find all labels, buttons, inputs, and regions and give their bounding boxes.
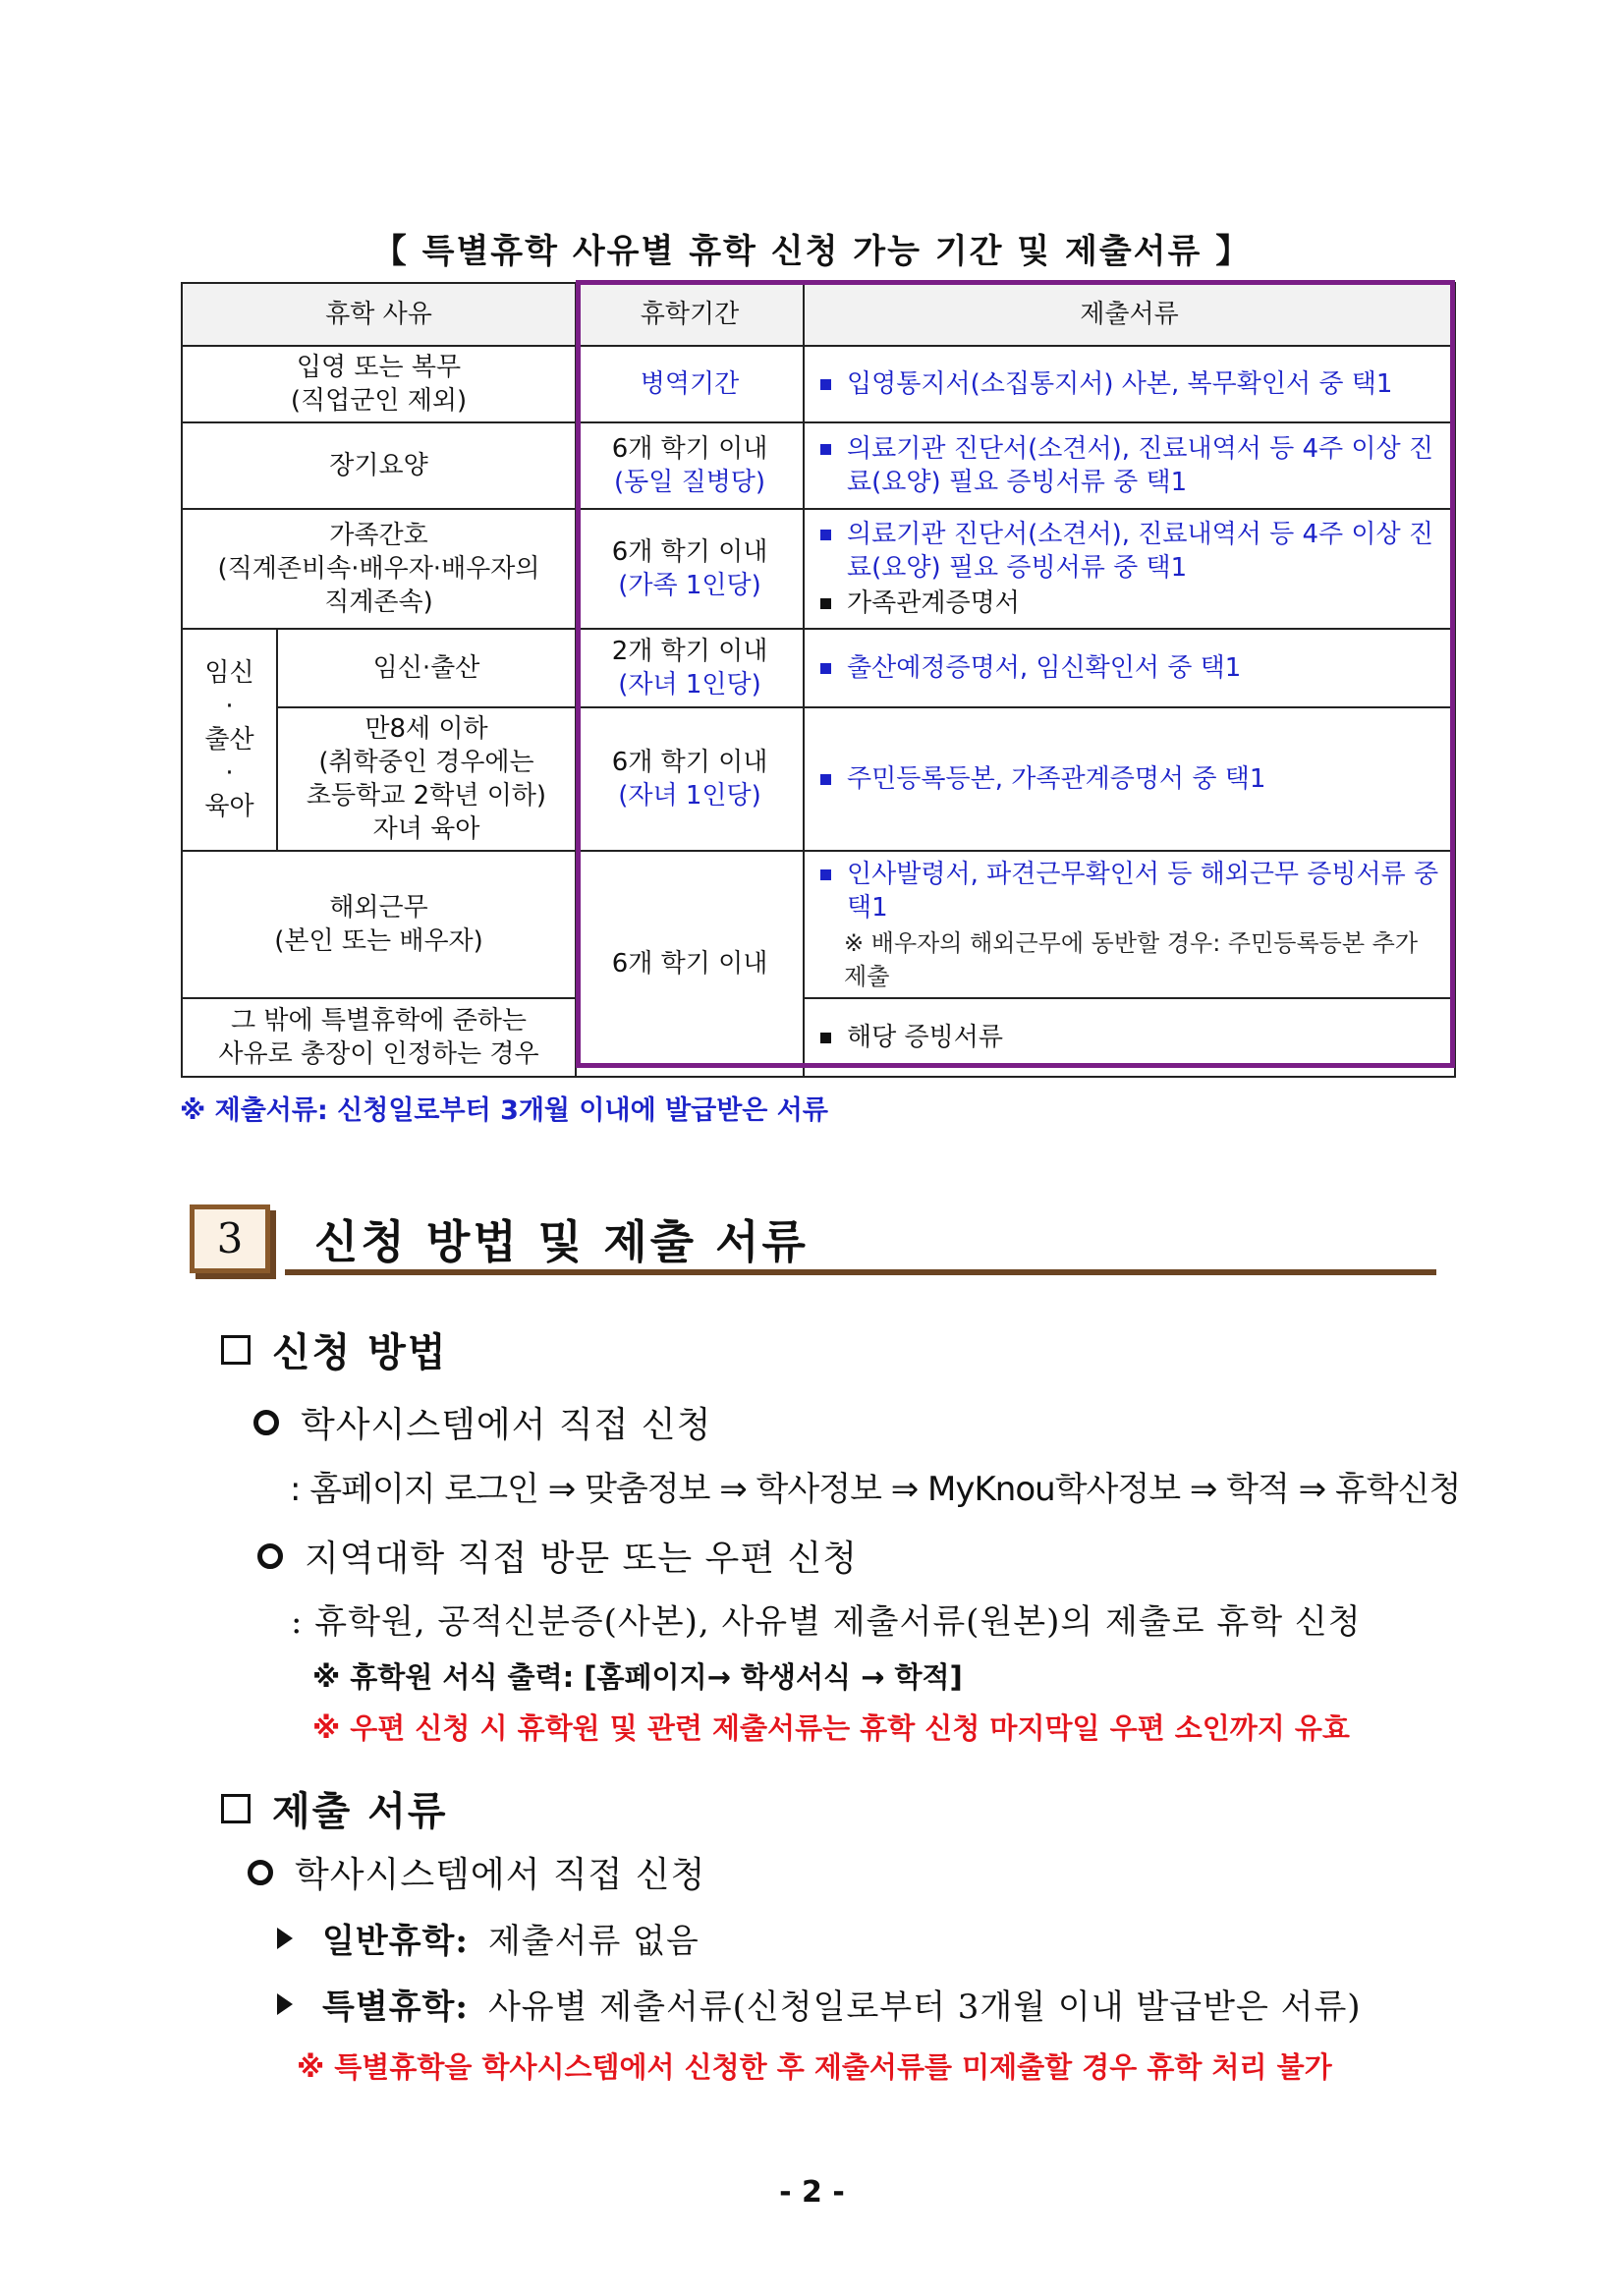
square-box-icon: [221, 1794, 251, 1823]
period-cell: 6개 학기 이내 (가족 1인당): [576, 509, 804, 629]
header-period: 휴학기간: [576, 283, 804, 346]
online-method-heading: 학사시스템에서 직접 신청: [253, 1397, 711, 1447]
docs-cell: 출산예정증명서, 임신확인서 중 택1: [804, 629, 1455, 707]
bullet-icon: [820, 530, 831, 540]
docs-cell: 의료기관 진단서(소견서), 진료내역서 등 4주 이상 진료(요양) 필요 증빙서류 중 택1: [804, 422, 1455, 509]
offline-method-heading: 지역대학 직접 방문 또는 우편 신청: [257, 1531, 858, 1581]
header-docs: 제출서류: [804, 283, 1455, 346]
bullet-icon: [820, 663, 831, 674]
docs-cell: 주민등록등본, 가족관계증명서 중 택1: [804, 707, 1455, 851]
period-cell: 6개 학기 이내: [576, 851, 804, 1077]
form-note: ※ 휴학원 서식 출력: [홈페이지→ 학생서식 → 학적]: [312, 1660, 963, 1694]
table-row: [182, 851, 1455, 998]
bullet-icon: [820, 444, 831, 455]
period-cell: 6개 학기 이내 (동일 질병당): [576, 422, 804, 509]
triangle-bullet-icon: [277, 1928, 293, 1949]
period-cell: 2개 학기 이내 (자녀 1인당): [576, 629, 804, 707]
docs-cell: 입영통지서(소집통지서) 사본, 복무확인서 중 택1: [804, 346, 1455, 422]
special-leave-table: [181, 282, 1456, 1078]
table-footnote: ※ 제출서류: 신청일로부터 3개월 이내에 발급받은 서류: [180, 1095, 828, 1126]
page-number: - 2 -: [779, 2175, 845, 2210]
reason-cell: 만8세 이하 (취학중인 경우에는 초등학교 2학년 이하) 자녀 육아: [277, 707, 576, 851]
docs-cell: 해당 증빙서류: [804, 998, 1455, 1077]
triangle-bullet-icon: [277, 1993, 293, 2015]
section-underline: [285, 1269, 1436, 1275]
circle-bullet-icon: [248, 1860, 273, 1885]
reason-cell: 입영 또는 복무 (직업군인 제외): [182, 346, 576, 422]
table-row: [182, 346, 1455, 422]
table-header-row: [182, 283, 1455, 346]
documents-heading: 제출 서류: [221, 1780, 448, 1836]
reason-cell: 장기요양: [182, 422, 576, 509]
section-title: 신청 방법 및 제출 서류: [314, 1215, 809, 1268]
documents-online-heading: 학사시스템에서 직접 신청: [248, 1847, 705, 1897]
square-box-icon: [221, 1335, 251, 1365]
table-row: [182, 629, 1455, 707]
circle-bullet-icon: [257, 1543, 283, 1569]
reason-cell: 그 밖에 특별휴학에 준하는 사유로 총장이 인정하는 경우: [182, 998, 576, 1077]
reason-cell: 해외근무 (본인 또는 배우자): [182, 851, 576, 998]
post-note: ※ 우편 신청 시 휴학원 및 관련 제출서류는 휴학 신청 마지막일 우편 소인까지 유효: [312, 1711, 1350, 1745]
method-heading: 신청 방법: [221, 1321, 448, 1377]
docs-cell: 인사발령서, 파견근무확인서 등 해외근무 증빙서류 중 택1 ※ 배우자의 해외근무에 동반할 경우: 주민등록등본 추가 제출: [804, 851, 1455, 998]
offline-description: : 휴학원, 공적신분증(사본), 사유별 제출서류(원본)의 제출로 휴학 신청: [291, 1602, 1362, 1642]
special-leave-warning: ※ 특별휴학을 학사시스템에서 신청한 후 제출서류를 미제출할 경우 휴학 처리 불가: [297, 2050, 1332, 2084]
reason-cell: 가족간호 (직계존비속·배우자·배우자의 직계존속): [182, 509, 576, 629]
table-row: [182, 707, 1455, 851]
menu-path: : 홈페이지 로그인 ⇒ 맞춤정보 ⇒ 학사정보 ⇒ MyKnou학사정보 ⇒ 학적 ⇒ 휴학신청: [290, 1470, 1461, 1509]
general-leave-line: 일반휴학: 제출서류 없음: [277, 1914, 700, 1962]
reason-cell: 임신·출산: [277, 629, 576, 707]
bullet-icon: [820, 774, 831, 785]
table-title: 【 특별휴학 사유별 휴학 신청 가능 기간 및 제출서류 】: [372, 232, 1252, 271]
bullet-icon: [820, 379, 831, 390]
docs-cell: 의료기관 진단서(소견서), 진료내역서 등 4주 이상 진료(요양) 필요 증빙서류 중 택1 가족관계증명서: [804, 509, 1455, 629]
table-row: [182, 509, 1455, 629]
special-leave-line: 특별휴학: 사유별 제출서류(신청일로부터 3개월 이내 발급받은 서류): [277, 1980, 1362, 2028]
bullet-icon: [820, 1033, 831, 1043]
header-reason: 휴학 사유: [182, 283, 576, 346]
period-cell: 6개 학기 이내 (자녀 1인당): [576, 707, 804, 851]
group-label-cell: 임신 · 출산 · 육아: [182, 629, 277, 851]
table-row: [182, 422, 1455, 509]
bullet-icon: [820, 869, 831, 880]
section-number: 3: [190, 1204, 270, 1273]
circle-bullet-icon: [253, 1410, 279, 1435]
table-row: [182, 998, 1455, 1077]
docs-sub-note: ※ 배우자의 해외근무에 동반할 경우: 주민등록등본 추가 제출: [844, 929, 1419, 990]
period-cell: 병역기간: [576, 346, 804, 422]
bullet-icon: [820, 598, 831, 609]
